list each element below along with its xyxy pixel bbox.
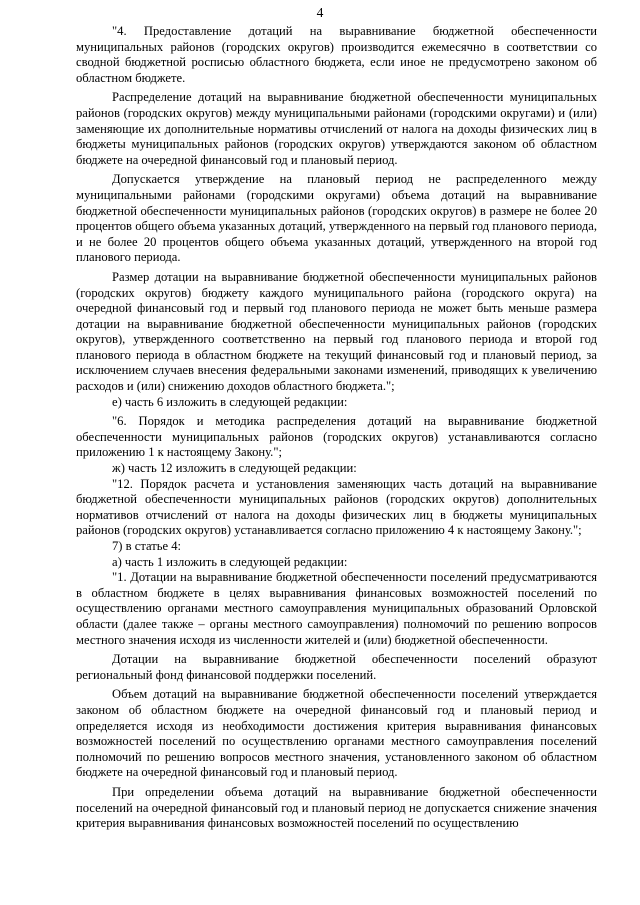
page-number: 4 <box>316 5 324 20</box>
document-body <box>76 24 597 832</box>
paragraph: Допускается утверждение на плановый период не распределенного между муниципальными районами (городскими округами) объема дотаций на выравнивание бюджетной обеспеченности муниципальных районов (городских округов) в размере не более 20 процентов общего объема указанных дотаций, утвержденного на первый год планового периода, и не более 20 процентов общего объема указанных дотаций, утвержденного на второй год планового периода. <box>76 172 597 265</box>
paragraph: "12. Порядок расчета и установления заменяющих часть дотаций на выравнивание бюджетной обеспеченности муниципальных районов (городских округов) дополнительных нормативов отчислений от налога на доходы физических лиц в бюджеты муниципальных районов (городских округов) устанавливается согласно приложению 4 к настоящему Закону."; <box>76 476 597 538</box>
paragraph: "1. Дотации на выравнивание бюджетной обеспеченности поселений предусматриваются в областном бюджете в целях выравнивания финансовых возможностей поселений по осуществлению органами местного самоуправления муниципальных образований Орловской области (далее также – органы местного самоуправления) полномочий по решению вопросов местного значения исходя из численности жителей и (или) бюджетной обеспеченности. <box>76 570 597 647</box>
paragraph: "4. Предоставление дотаций на выравнивание бюджетной обеспеченности муниципальных районов (городских округов) производится ежемесячно в соответствии со сводной бюджетной росписью областного бюджета, если иное не предусмотрено законом об областном бюджете. <box>76 24 597 85</box>
paragraph: а) часть 1 изложить в следующей редакции: <box>112 554 348 569</box>
paragraph: Объем дотаций на выравнивание бюджетной обеспеченности поселений утверждается законом об областном бюджете на очередной финансовый год и плановый период и определяется исходя из необходимости достижения критерия выравнивания финансовых возможностей поселений по осуществлению органами местного самоуправления поселений полномочий по решению вопросов местного значения, установленного законом об областном бюджете на очередной финансовый год и плановый период. <box>76 687 597 780</box>
paragraph: 7) в статье 4: <box>112 539 182 553</box>
paragraph: Распределение дотаций на выравнивание бюджетной обеспеченности муниципальных районов (городских округов) между муниципальными районами (городскими округами) и (или) заменяющие их дополнительные нормативы отчислений от налога на доходы физических лиц в бюджеты муниципальных районов (городских округов) утверждаются законом об областном бюджете на очередной финансовый год и плановый период. <box>76 90 597 167</box>
paragraph: ж) часть 12 изложить в следующей редакции: <box>112 461 357 476</box>
paragraph: Дотации на выравнивание бюджетной обеспеченности поселений образуют региональный фонд финансовой поддержки поселений. <box>76 652 597 682</box>
paragraph: "6. Порядок и методика распределения дотаций на выравнивание бюджетной обеспеченности муниципальных районов (городских округов) устанавливаются согласно приложению 1 к настоящему Закону."; <box>76 414 597 460</box>
paragraph: При определении объема дотаций на выравнивание бюджетной обеспеченности поселений на очередной финансовый год и плановый период не допускается снижение значения критерия выравнивания финансовых возможностей поселений по осуществлению <box>76 784 597 831</box>
paragraph: е) часть 6 изложить в следующей редакции: <box>112 394 348 409</box>
paragraph: Размер дотации на выравнивание бюджетной обеспеченности муниципальных районов (городских округов) бюджету каждого муниципального района (городского округа) на очередной финансовый год и первый год планового периода не может быть меньше размера дотации на выравнивание бюджетной обеспеченности муниципальных районов (городских округов), утвержденного соответственно на первый год планового периода и второй год планового периода в областном бюджете на текущий финансовый год и плановый период, за исключением случаев внесения федеральными законами изменений, приводящих к увеличению расходов и (или) снижению доходов областного бюджета."; <box>76 269 597 394</box>
